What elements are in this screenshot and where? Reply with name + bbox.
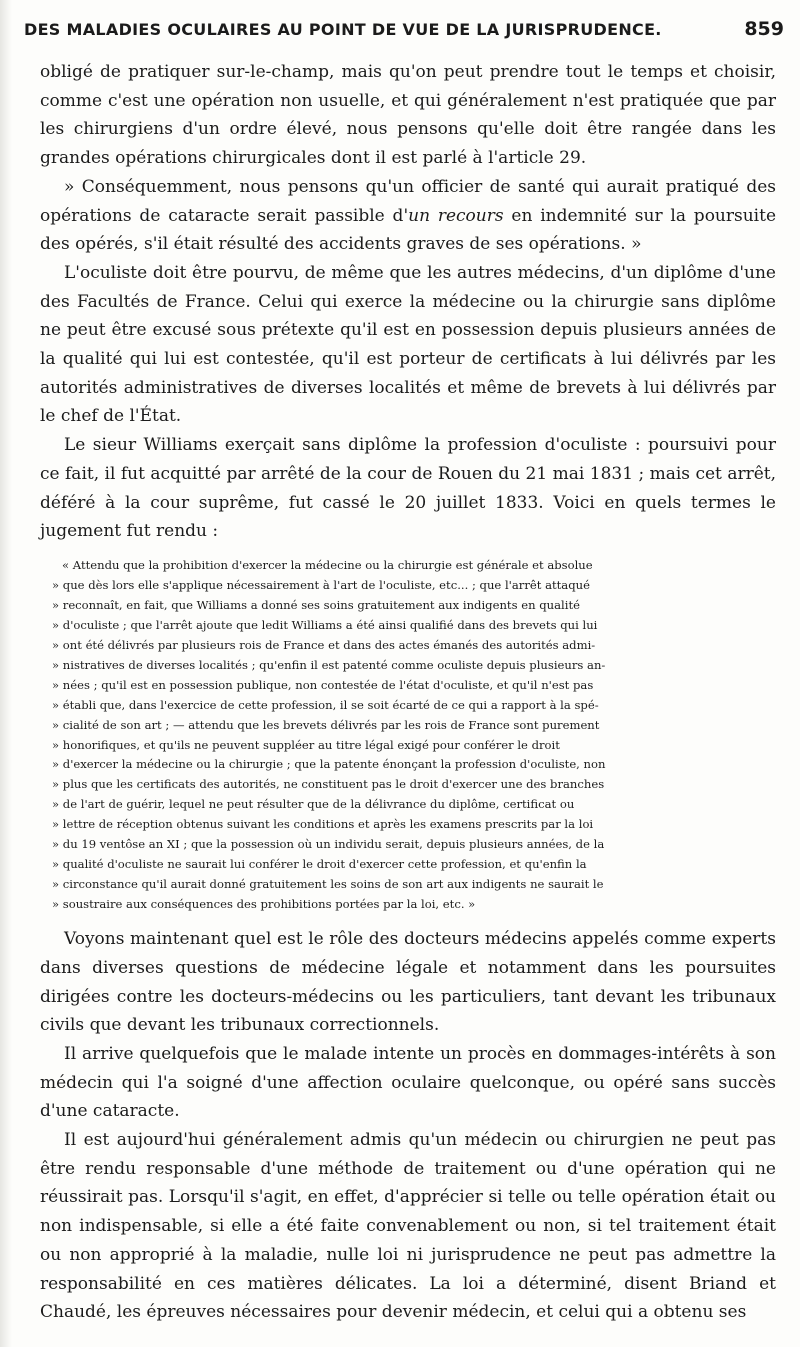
paragraph: obligé de pratiquer sur-le-champ, mais qu'on peut prendre tout le temps et choisir, comme c'est une opération non usuelle, et qui généralement n'est pratiquée que par les chirurgiens d'un ordre élevé, nous pensons qu'elle doit être rangée dans les grandes opérations chirurgicales dont il est parlé à l'article 29. xyxy=(40,62,776,169)
paragraph: Le sieur Williams exerçait sans diplôme la profession d'oculiste : poursuivi pour ce fait, il fut acquitté par arrêté de la cour de Rouen du 21 mai 1831 ; mais cet arrêt, déféré à la cour suprême, fut cassé le 20 juillet 1833. Voici en quels termes le jugement fut rendu : xyxy=(40,435,776,542)
quote-line: » nistratives de diverses localités ; qu'enfin il est patenté comme oculiste depuis plusieurs an- xyxy=(52,657,606,672)
paragraph-text: » Conséquemment, nous pensons qu'un officier de santé qui aurait pratiqué des opérations de cataracte serait passible d' xyxy=(40,176,776,226)
italic-term: un recours xyxy=(408,205,504,226)
quote-line: » ont été délivrés par plusieurs rois de France et dans des actes émanés des autorités admi- xyxy=(52,637,596,652)
paragraph: Voyons maintenant quel est le rôle des docteurs médecins appelés comme experts dans diverses questions de médecine légale et notamment dans les poursuites dirigées contre les docteurs-médecins ou les particuliers, tant devant les tribunaux civils que devant les tribunaux correctionnels. xyxy=(40,929,776,1036)
running-head: DES MALADIES OCULAIRES AU POINT DE VUE DE LA JURISPRUDENCE. xyxy=(24,20,662,39)
quote-line: » nées ; qu'il est en possession publique, non contestée de l'état d'oculiste, et qu'il n'est pas xyxy=(52,677,594,692)
quote-line: » soustraire aux conséquences des prohibitions portées par la loi, etc. » xyxy=(52,897,476,912)
quote-line: » établi que, dans l'exercice de cette profession, il se soit écarté de ce qui a rapport à la spé- xyxy=(52,697,599,712)
page-body xyxy=(40,58,776,1327)
quote-line: » du 19 ventôse an XI ; que la possession où un individu serait, depuis plusieurs années, de la xyxy=(52,837,605,852)
quote-line: » qualité d'oculiste ne saurait lui conférer le droit d'exercer cette profession, et qu'enfin la xyxy=(52,857,587,872)
page-header xyxy=(24,18,784,40)
quote-line: » honorifiques, et qu'ils ne peuvent suppléer au titre légal exigé pour conférer le droit xyxy=(52,737,560,752)
paragraph: Il est aujourd'hui généralement admis qu'un médecin ou chirurgien ne peut pas être rendu responsable d'une méthode de traitement ou d'une opération qui ne réussirait pas. Lorsqu'il s'agit, en effet, d'apprécier si telle ou telle opération était ou non indispensable, si elle a été faite convenablement ou non, si tel traitement était ou non approprié à la maladie, nulle loi ni jurisprudence ne peut pas admettre la responsabilité en ces matières délicates. La loi a déterminé, disent Briand et Chaudé, les épreuves nécessaires pour devenir médecin, et celui qui a obtenu ses xyxy=(40,1130,776,1323)
quote-line: » plus que les certificats des autorités, ne constituent pas le droit d'exercer une des branches xyxy=(52,777,605,792)
court-ruling-quote xyxy=(40,556,776,915)
quote-line: » que dès lors elle s'applique nécessairement à l'art de l'oculiste, etc... ; que l'arrêt attaqué xyxy=(52,577,590,592)
quote-line: « Attendu que la prohibition d'exercer la médecine ou la chirurgie est générale et absolue xyxy=(62,557,593,572)
page-gutter xyxy=(0,0,12,1347)
paragraph: Il arrive quelquefois que le malade intente un procès en dommages-intérêts à son médecin qui l'a soigné d'une affection oculaire quelconque, ou opéré sans succès d'une cataracte. xyxy=(40,1043,776,1122)
paragraph: L'oculiste doit être pourvu, de même que les autres médecins, d'un diplôme d'une des Facultés de France. Celui qui exerce la médecine ou la chirurgie sans diplôme ne peut être excusé sous prétexte qu'il est en possession depuis plusieurs années de la qualité qui lui est contestée, qu'il est porteur de certificats à lui délivrés par les autorités administratives de diverses localités et même de brevets à lui délivrés par le chef de l'État. xyxy=(40,262,776,427)
paragraph xyxy=(40,173,776,259)
quote-line: » d'oculiste ; que l'arrêt ajoute que ledit Williams a été ainsi qualifié dans des brevets qui lui xyxy=(52,617,598,632)
quote-line: » lettre de réception obtenus suivant les conditions et après les examens prescrits par la loi xyxy=(52,817,594,832)
page-number: 859 xyxy=(744,18,784,40)
quote-line: » reconnaît, en fait, que Williams a donné ses soins gratuitement aux indigents en qualité xyxy=(52,597,580,612)
quote-line: » d'exercer la médecine ou la chirurgie ; que la patente énonçant la profession d'oculiste, non xyxy=(52,757,606,772)
quote-line: » cialité de son art ; — attendu que les brevets délivrés par les rois de France sont purement xyxy=(52,717,600,732)
quote-line: » de l'art de guérir, lequel ne peut résulter que de la délivrance du diplôme, certificat ou xyxy=(52,797,575,812)
quote-line: » circonstance qu'il aurait donné gratuitement les soins de son art aux indigents ne saurait le xyxy=(52,877,604,892)
paragraph-text: en indemnité sur la poursuite des opérés, s'il était résulté des accidents graves de ses opérations. » xyxy=(40,205,777,255)
